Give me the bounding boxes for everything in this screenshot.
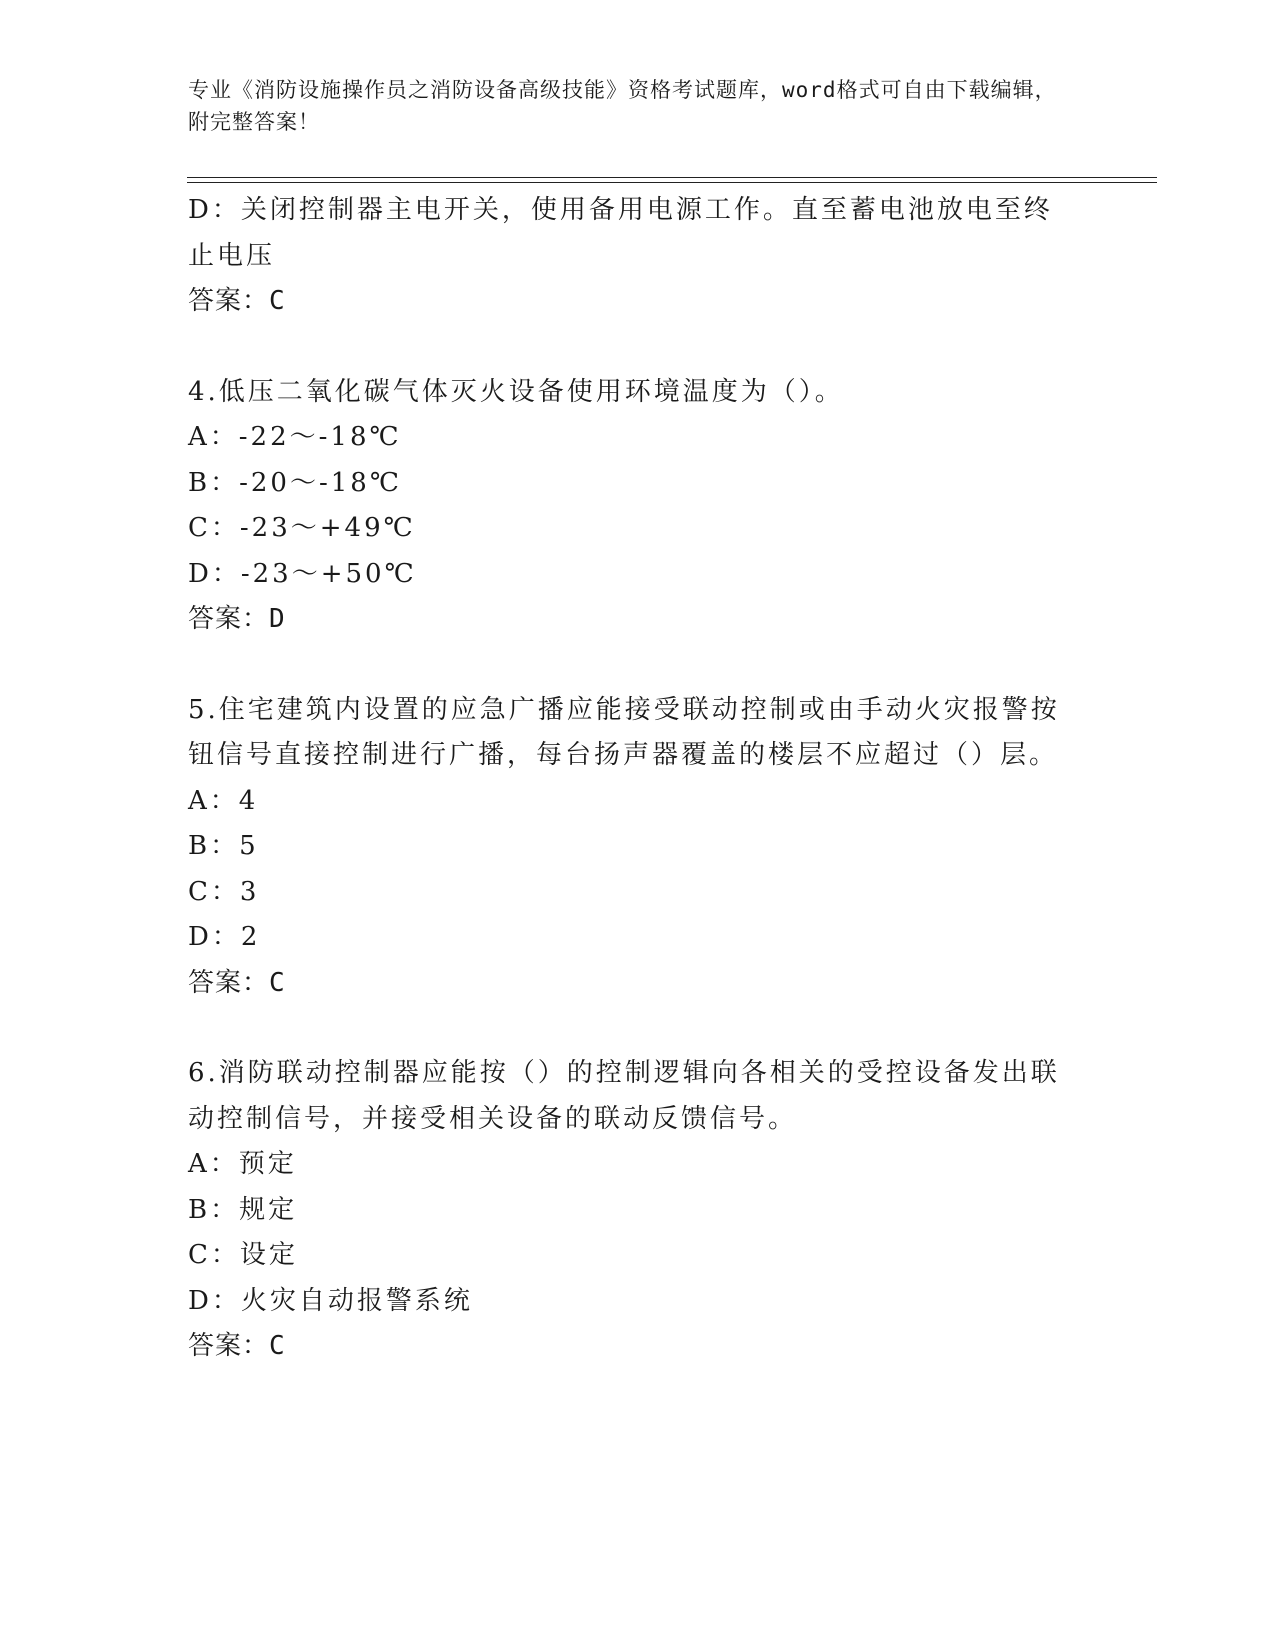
option-b: B：规定 [188, 1194, 298, 1225]
answer: 答案：C [188, 1331, 286, 1361]
question-content [188, 188, 1088, 1370]
previous-option-d: D：关闭控制器主电开关，使用备用电源工作。直至蓄电池放电至终止电压 [188, 195, 1053, 271]
header-divider-bottom [187, 182, 1157, 183]
page-header: 专业《消防设施操作员之消防设备高级技能》资格考试题库，word格式可自由下载编辑，附完整答案！ [188, 78, 1057, 134]
option-a: A：-22～-18℃ [188, 422, 402, 452]
option-a: A：预定 [188, 1149, 297, 1179]
header-divider-top [187, 177, 1157, 178]
question-block [188, 1051, 1088, 1370]
option-d: D：2 [188, 922, 261, 952]
option-a: A：4 [188, 785, 259, 816]
question-stem: 6.消防联动控制器应能按（）的控制逻辑向各相关的受控设备发出联动控制信号，并接受相关设备的联动反馈信号。 [188, 1058, 1060, 1134]
option-b: B：-20～-18℃ [188, 467, 402, 498]
option-b: B：5 [188, 831, 259, 861]
spacer [188, 643, 1088, 688]
question-block [188, 370, 1088, 643]
option-c: C：3 [188, 876, 260, 907]
option-c: C：设定 [188, 1240, 298, 1270]
spacer [188, 1006, 1088, 1051]
question-stem: 4.低压二氧化碳气体灭火设备使用环境温度为（）。 [188, 376, 844, 407]
option-c: C：-23～+49℃ [188, 513, 416, 543]
option-d: D：-23～+50℃ [188, 558, 417, 589]
question-stem: 5.住宅建筑内设置的应急广播应能接受联动控制或由手动火灾报警按钮信号直接控制进行广播，每台扬声器覆盖的楼层不应超过（）层。 [188, 694, 1060, 770]
spacer [188, 325, 1088, 370]
previous-answer: 答案：C [188, 286, 286, 316]
option-d: D：火灾自动报警系统 [188, 1285, 473, 1316]
answer: 答案：D [188, 604, 286, 634]
answer: 答案：C [188, 967, 286, 998]
question-block [188, 688, 1088, 1007]
